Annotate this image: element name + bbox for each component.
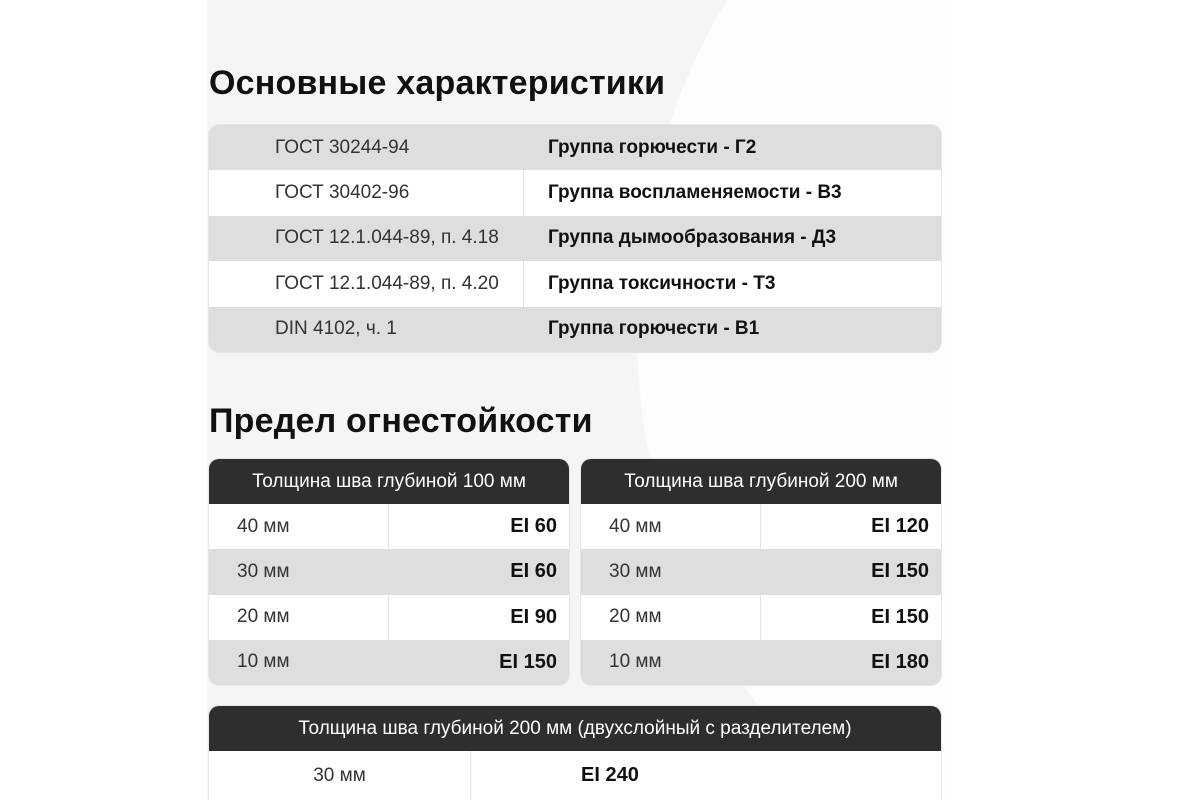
standard-cell: ГОСТ 12.1.044-89, п. 4.20 <box>209 261 524 306</box>
table-row <box>209 307 941 352</box>
property-cell: Группа горючести - Г2 <box>548 136 757 158</box>
table-row <box>581 640 941 685</box>
property-cell: Группа дымообразования - Д3 <box>548 227 837 249</box>
rating-cell: EI 240 <box>581 764 639 786</box>
property-cell: Группа токсичности - Т3 <box>548 272 776 294</box>
table-header: Толщина шва глубиной 200 мм <box>581 459 941 504</box>
rating-cell: EI 180 <box>871 650 929 673</box>
depth-cell: 20 мм <box>581 595 761 640</box>
table-row <box>209 261 941 306</box>
table-row <box>581 549 941 594</box>
rating-cell: EI 90 <box>510 605 557 628</box>
depth-cell: 20 мм <box>209 595 389 640</box>
table-row <box>209 170 941 215</box>
characteristics-title: Основные характеристики <box>209 64 666 102</box>
depth-cell: 30 мм <box>237 560 290 582</box>
table-row <box>209 125 941 170</box>
rating-cell: EI 150 <box>871 605 929 628</box>
content <box>207 0 953 800</box>
table-row <box>209 549 569 594</box>
standard-cell: DIN 4102, ч. 1 <box>275 318 397 340</box>
rating-cell: EI 150 <box>871 560 929 583</box>
table-header: Толщина шва глубиной 200 мм (двухслойный с разделителем) <box>209 706 941 751</box>
standard-cell: ГОСТ 12.1.044-89, п. 4.18 <box>275 227 499 249</box>
table-row <box>209 216 941 261</box>
depth-cell: 30 мм <box>609 560 662 582</box>
table-row <box>209 595 569 640</box>
table-row <box>581 595 941 640</box>
depth-cell: 40 мм <box>581 504 761 549</box>
standard-cell: ГОСТ 30244-94 <box>275 136 410 158</box>
table-row <box>209 751 941 800</box>
fire-table-200mm <box>581 459 941 685</box>
table-row <box>581 504 941 549</box>
rating-cell: EI 120 <box>871 515 929 538</box>
depth-cell: 30 мм <box>209 751 471 800</box>
fire-table-100mm <box>209 459 569 685</box>
fire-table-200mm-double-layer <box>209 706 941 800</box>
rating-cell: EI 60 <box>510 560 557 583</box>
property-cell: Группа воспламеняемости - В3 <box>548 182 842 204</box>
depth-cell: 10 мм <box>609 651 662 673</box>
table-row <box>209 504 569 549</box>
page-canvas <box>207 0 953 800</box>
characteristics-table <box>209 125 941 352</box>
standard-cell: ГОСТ 30402-96 <box>209 170 524 215</box>
depth-cell: 10 мм <box>237 651 290 673</box>
property-cell: Группа горючести - B1 <box>548 318 760 340</box>
rating-cell: EI 150 <box>499 650 557 673</box>
depth-cell: 40 мм <box>209 504 389 549</box>
rating-cell: EI 60 <box>510 515 557 538</box>
table-header: Толщина шва глубиной 100 мм <box>209 459 569 504</box>
fire-resistance-title: Предел огнестойкости <box>209 402 593 440</box>
table-row <box>209 640 569 685</box>
